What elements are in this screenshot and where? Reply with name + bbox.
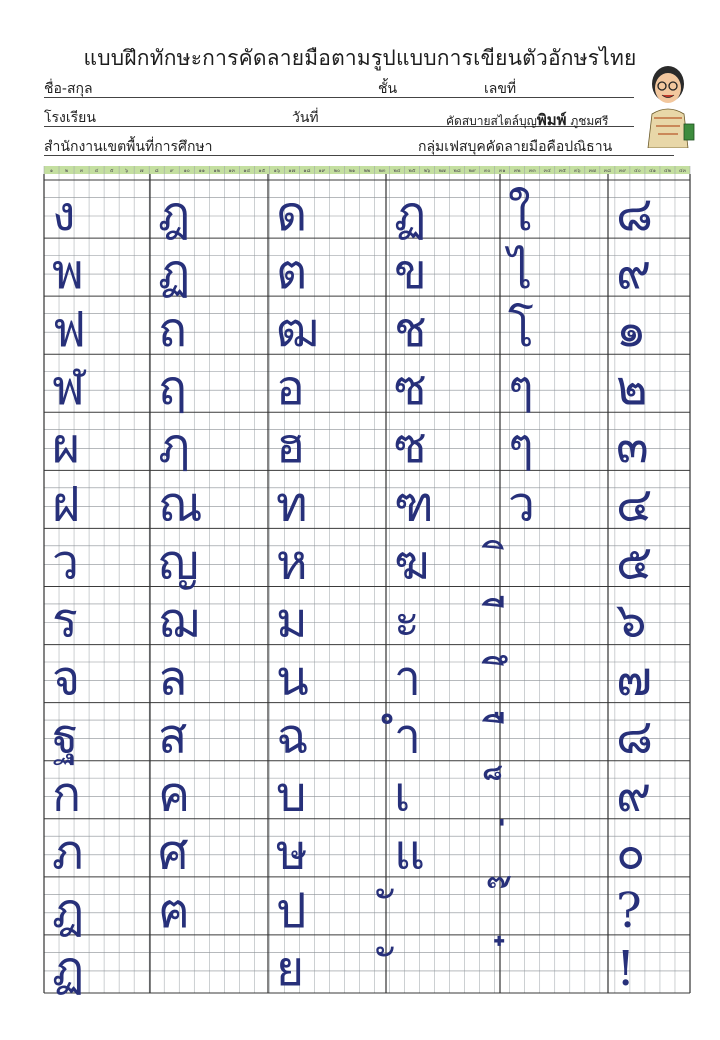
top-scale-number: ๒๘ <box>453 168 461 174</box>
model-character: ส <box>158 708 188 765</box>
model-character: ๗ <box>616 650 653 707</box>
model-character: ถ <box>158 302 188 359</box>
model-character: ว <box>52 534 79 591</box>
model-character: ๆ <box>508 418 534 475</box>
model-character: ก <box>52 766 82 823</box>
model-character: ษ <box>276 824 308 881</box>
top-scale-number: ๑๓ <box>228 168 236 174</box>
model-character: ณ <box>158 476 203 533</box>
top-scale-number: ๑๒ <box>213 168 221 174</box>
top-scale-number: ๑ <box>49 168 54 174</box>
top-scale-number: ๑๙ <box>318 168 326 174</box>
number-field-label: เลขที่ <box>484 81 517 97</box>
date-field-label: วันที่ <box>292 110 319 126</box>
top-scale-number: ๑๖ <box>273 168 281 174</box>
model-character: ๙ <box>616 244 652 301</box>
model-character: ย <box>276 940 305 997</box>
office-field-label: สำนักงานเขตพื้นที่การศึกษา <box>44 139 213 155</box>
top-scale-number: ๓๓ <box>528 168 536 174</box>
top-scale-number: ๒๙ <box>468 168 476 174</box>
top-scale-number: ๓๐ <box>483 168 491 174</box>
model-character <box>487 876 511 888</box>
top-scale-number: ๒๕ <box>408 168 416 174</box>
model-character: ซ <box>394 360 427 417</box>
model-character: ผ <box>52 418 81 475</box>
model-character: โ <box>508 302 534 359</box>
model-character: ฦ <box>158 418 190 475</box>
model-character: ฟ <box>52 302 86 359</box>
top-scale-number: ๓๙ <box>618 168 626 174</box>
top-scale-number: ๓๒ <box>513 168 521 174</box>
model-character <box>376 946 394 957</box>
model-character: ฮ <box>276 418 306 475</box>
top-scale-number: ๒๑ <box>348 168 356 174</box>
model-character: ฉ <box>276 708 309 765</box>
model-character: ล <box>158 650 188 707</box>
model-character: ๑ <box>616 302 647 359</box>
model-character: ๒ <box>616 360 648 417</box>
model-character: ฅ <box>158 882 191 939</box>
top-scale-number: ๓๑ <box>498 168 506 174</box>
top-scale-number: ๔๓ <box>678 168 687 174</box>
model-character: ๘ <box>616 708 654 765</box>
top-scale-number: ๓๗ <box>588 168 596 174</box>
model-character: ำ <box>394 708 421 765</box>
group-label: กลุ่มเฟสบุคคัดลายมือคือปณิธาน <box>418 139 613 155</box>
grid-lines <box>44 166 690 993</box>
model-character: ๓ <box>616 418 649 475</box>
top-scale-number: ๒๔ <box>393 168 401 174</box>
credit-prefix: คัดสบายสไตล์บุญ <box>446 114 537 128</box>
model-character: แ <box>394 824 425 881</box>
model-character: ๆ <box>508 360 534 417</box>
model-character: ๕ <box>616 534 653 591</box>
top-scale-number: ๓๖ <box>574 168 581 174</box>
model-character: ๐ <box>616 824 646 881</box>
top-scale-number: ๔๐ <box>633 168 641 174</box>
model-character: ๙ <box>616 766 652 823</box>
model-character: ฏ <box>52 940 85 997</box>
top-scale-number: ๑๕ <box>258 168 266 174</box>
top-scale-number: ๓๕ <box>558 168 566 174</box>
top-scale-number: ๔๑ <box>648 168 656 174</box>
credit-suffix: ภูชมศรี <box>566 114 609 128</box>
model-character: ฤ <box>158 360 188 417</box>
model-character: ฑ <box>394 476 434 533</box>
model-character: ร <box>52 592 78 649</box>
credit-name-bold: พิมพ์ <box>536 111 567 129</box>
top-scale-number: ๑๗ <box>288 168 296 174</box>
column-dividers <box>44 174 690 993</box>
top-scale-number: ๕ <box>109 168 114 174</box>
model-character: ญ <box>158 534 199 591</box>
model-character: ๖ <box>616 592 647 649</box>
model-character: ฏ <box>394 185 427 242</box>
model-character: ช <box>394 302 427 359</box>
top-scale-number: ๓๔ <box>543 168 551 174</box>
model-character: อ <box>276 360 305 417</box>
model-character: ท <box>276 476 308 533</box>
model-character: ด <box>276 185 308 242</box>
top-scale-number: ๒๐ <box>333 168 341 174</box>
top-scale-number: ๑๑ <box>198 168 205 174</box>
model-character: ? <box>616 882 642 939</box>
model-character: ! <box>616 940 636 997</box>
grade-field-label: ชั้น <box>378 81 398 97</box>
model-characters <box>52 186 653 997</box>
model-character: ะ <box>394 592 420 649</box>
top-scale-number: ๒๖ <box>423 168 431 174</box>
model-character: ๘ <box>616 185 654 242</box>
top-scale-number: ๒๗ <box>438 168 446 174</box>
model-character: ซ <box>394 418 427 475</box>
model-character: ภ <box>52 824 84 881</box>
worksheet-title: แบบฝึกทักษะการคัดลายมือตามรูปแบบการเขียนตัวอักษรไทย <box>83 46 637 70</box>
top-scale-number: ๗ <box>139 168 144 174</box>
model-character: ง <box>52 185 76 242</box>
top-scale-number: ๒๒ <box>363 168 371 174</box>
top-scale-number: ๔๒ <box>663 168 672 174</box>
top-scale-number: ๑๔ <box>243 168 251 174</box>
model-character: ฆ <box>394 534 430 591</box>
model-character: ป <box>276 882 307 939</box>
model-character: ฐ <box>52 708 79 765</box>
top-scale-number: ๑๘ <box>303 168 311 174</box>
model-character: ฎ <box>158 185 191 242</box>
model-character: บ <box>276 766 307 823</box>
model-character: ฌ <box>158 592 200 649</box>
model-character: เ <box>394 766 411 823</box>
model-character: ว <box>508 476 535 533</box>
model-character: ฏ <box>158 244 191 301</box>
top-scale-number: ๒ <box>64 168 69 174</box>
model-character: ศ <box>158 824 189 881</box>
model-character <box>376 888 394 899</box>
top-scale-number: ๙ <box>169 168 174 174</box>
model-character: ฒ <box>276 302 320 359</box>
model-character <box>482 712 504 725</box>
model-character: พ <box>52 244 84 301</box>
top-scale-number: ๔ <box>94 168 99 174</box>
model-character: ใ <box>508 185 532 242</box>
model-character: ค <box>158 766 191 823</box>
name-field-label: ชื่อ-สกุล <box>44 81 93 97</box>
model-character: า <box>394 650 421 707</box>
top-scale-number: ๒๓ <box>378 168 386 174</box>
model-character: ๔ <box>616 476 653 533</box>
model-character: ห <box>276 534 308 591</box>
model-character: จ <box>52 650 81 707</box>
model-character: ไ <box>508 244 533 301</box>
top-scale-number: ๖ <box>125 168 129 174</box>
model-character: ข <box>394 244 427 301</box>
model-character: ต <box>276 244 308 301</box>
model-character: ม <box>276 592 308 649</box>
school-field-label: โรงเรียน <box>44 110 96 126</box>
top-scale-number: ๘ <box>154 168 159 174</box>
top-scale-number: ๑๐ <box>183 168 190 174</box>
model-character: ฎ <box>52 882 85 939</box>
model-character: ฝ <box>52 476 81 533</box>
model-character: น <box>276 650 309 707</box>
top-scale-number: ๓๘ <box>603 168 612 174</box>
model-character: ฬ <box>52 360 85 417</box>
top-scale-number: ๓ <box>79 168 84 174</box>
